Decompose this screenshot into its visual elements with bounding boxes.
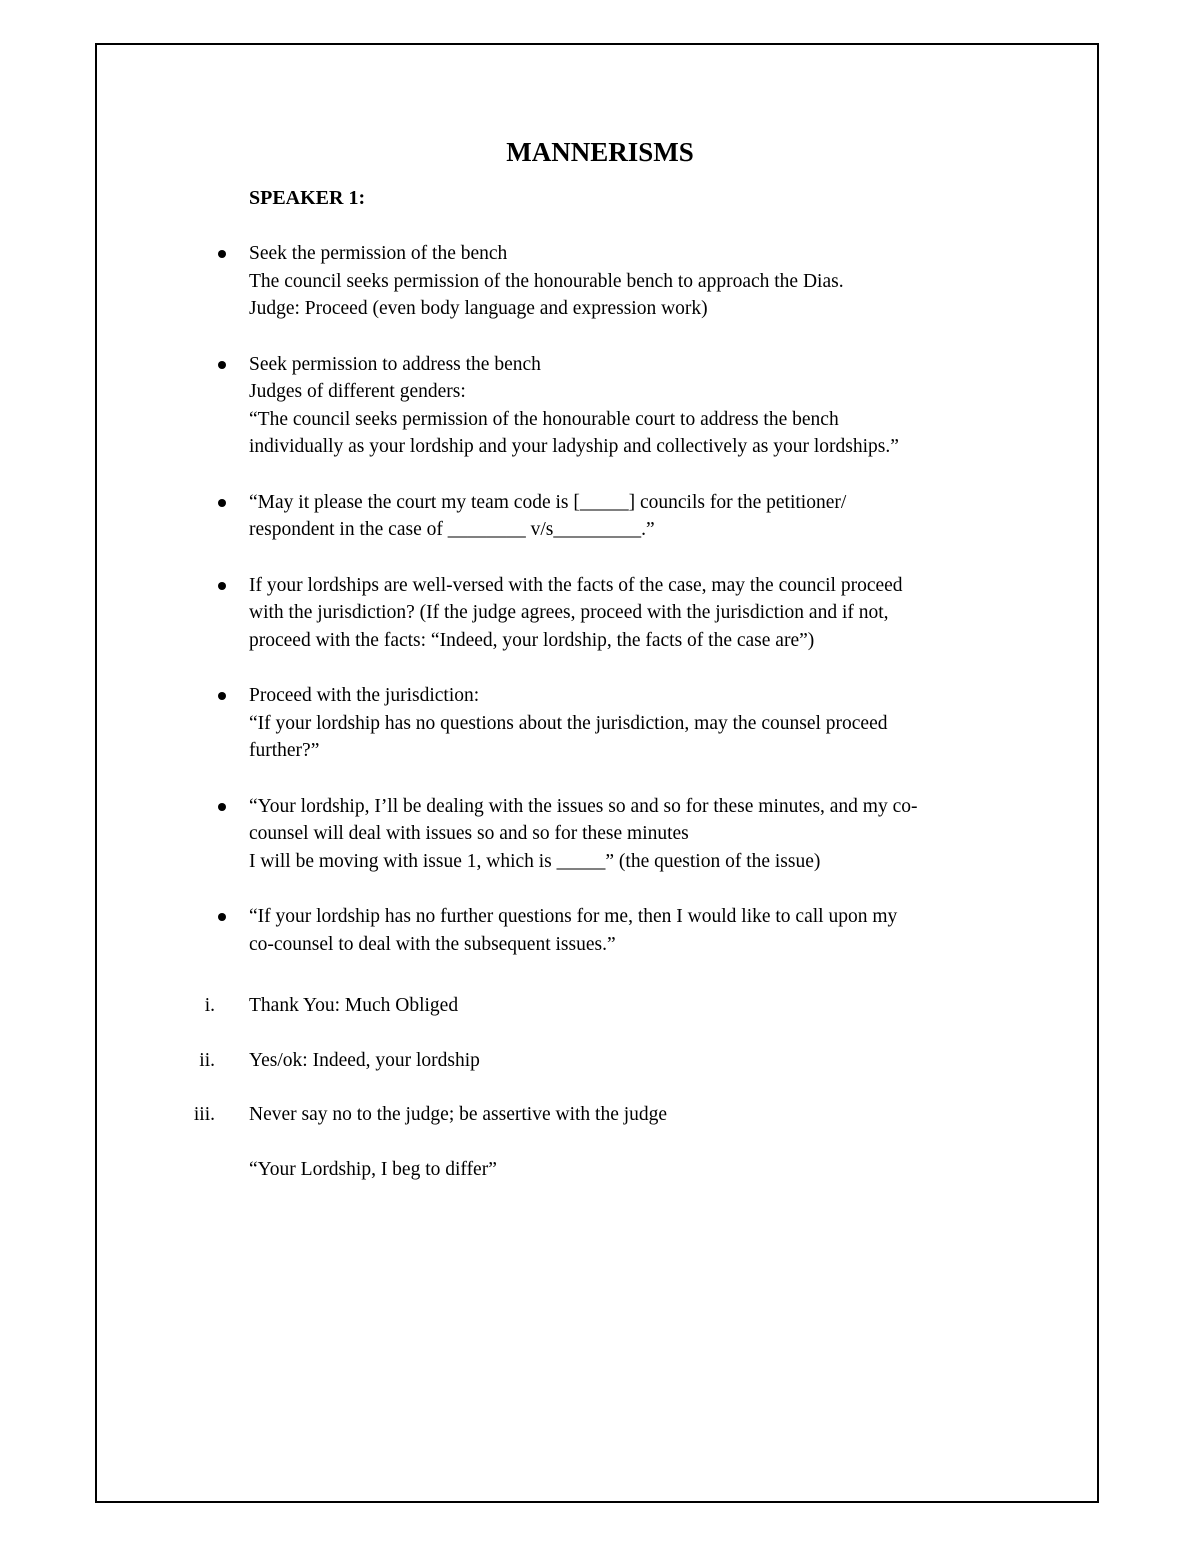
bullet-icon <box>218 250 226 258</box>
bullet-icon <box>218 803 226 811</box>
list-marker: ii. <box>199 1049 215 1071</box>
speaker-heading: SPEAKER 1: <box>249 187 366 209</box>
list-item <box>0 793 1200 876</box>
bullet-line: Judges of different genders: <box>249 381 466 402</box>
list-item <box>0 240 1200 323</box>
bullet-line: Seek the permission of the bench <box>249 243 508 264</box>
bullet-line: “Your lordship, I’ll be dealing with the issues so and so for these minutes, and my co- <box>249 795 918 817</box>
list-item <box>0 903 1200 958</box>
bullet-icon <box>218 692 226 700</box>
document-title: MANNERISMS <box>506 137 694 167</box>
bullet-line: I will be moving with issue 1, which is _____” (the question of the issue) <box>249 850 821 872</box>
list-item-text: Thank You: Much Obliged <box>249 995 459 1016</box>
list-item-text: Yes/ok: Indeed, your lordship <box>249 1049 480 1071</box>
bullet-line: Proceed with the jurisdiction: <box>249 685 480 706</box>
bullet-line: counsel will deal with issues so and so for these minutes <box>249 823 689 844</box>
bullet-icon <box>218 582 226 590</box>
closing-quote: “Your Lordship, I beg to differ” <box>249 1159 497 1180</box>
numbered-item <box>0 1047 1200 1102</box>
numbered-item <box>0 992 1200 1047</box>
bullet-line: Seek permission to address the bench <box>249 353 541 375</box>
list-item <box>0 572 1200 655</box>
bullet-line: further?” <box>249 740 320 761</box>
list-item <box>0 682 1200 765</box>
bullet-line: co-counsel to deal with the subsequent issues.” <box>249 933 616 955</box>
bullet-line: individually as your lordship and your ladyship and collectively as your lordships.” <box>249 436 899 457</box>
bullet-line: The council seeks permission of the honourable bench to approach the Dias. <box>249 270 844 292</box>
list-item <box>0 351 1200 461</box>
list-marker: iii. <box>193 1104 215 1125</box>
bullet-line: “If your lordship has no further questions for me, then I would like to call upon my <box>249 906 898 927</box>
numbered-item <box>0 1101 1200 1156</box>
bullet-icon <box>218 913 226 921</box>
bullet-line: “May it please the court my team code is [_____] councils for the petitioner/ <box>249 491 847 513</box>
list-item-text: Never say no to the judge; be assertive with the judge <box>249 1104 668 1125</box>
bullet-line: proceed with the facts: “Indeed, your lordship, the facts of the case are”) <box>249 629 815 651</box>
numbered-list <box>0 992 1200 1156</box>
list-item <box>0 489 1200 544</box>
bullet-line: “If your lordship has no questions about the jurisdiction, may the counsel proceed <box>249 712 888 734</box>
bullet-line: Judge: Proceed (even body language and expression work) <box>249 298 708 319</box>
bullet-line: respondent in the case of ________ v/s_________.” <box>249 519 655 540</box>
bullet-line: with the jurisdiction? (If the judge agrees, proceed with the jurisdiction and if not, <box>249 602 889 623</box>
bullet-list <box>0 240 1200 986</box>
bullet-line: “The council seeks permission of the honourable court to address the bench <box>249 408 839 430</box>
bullet-line: If your lordships are well-versed with the facts of the case, may the council proceed <box>249 574 903 596</box>
bullet-icon <box>218 361 226 369</box>
bullet-icon <box>218 499 226 507</box>
list-marker: i. <box>204 995 215 1016</box>
